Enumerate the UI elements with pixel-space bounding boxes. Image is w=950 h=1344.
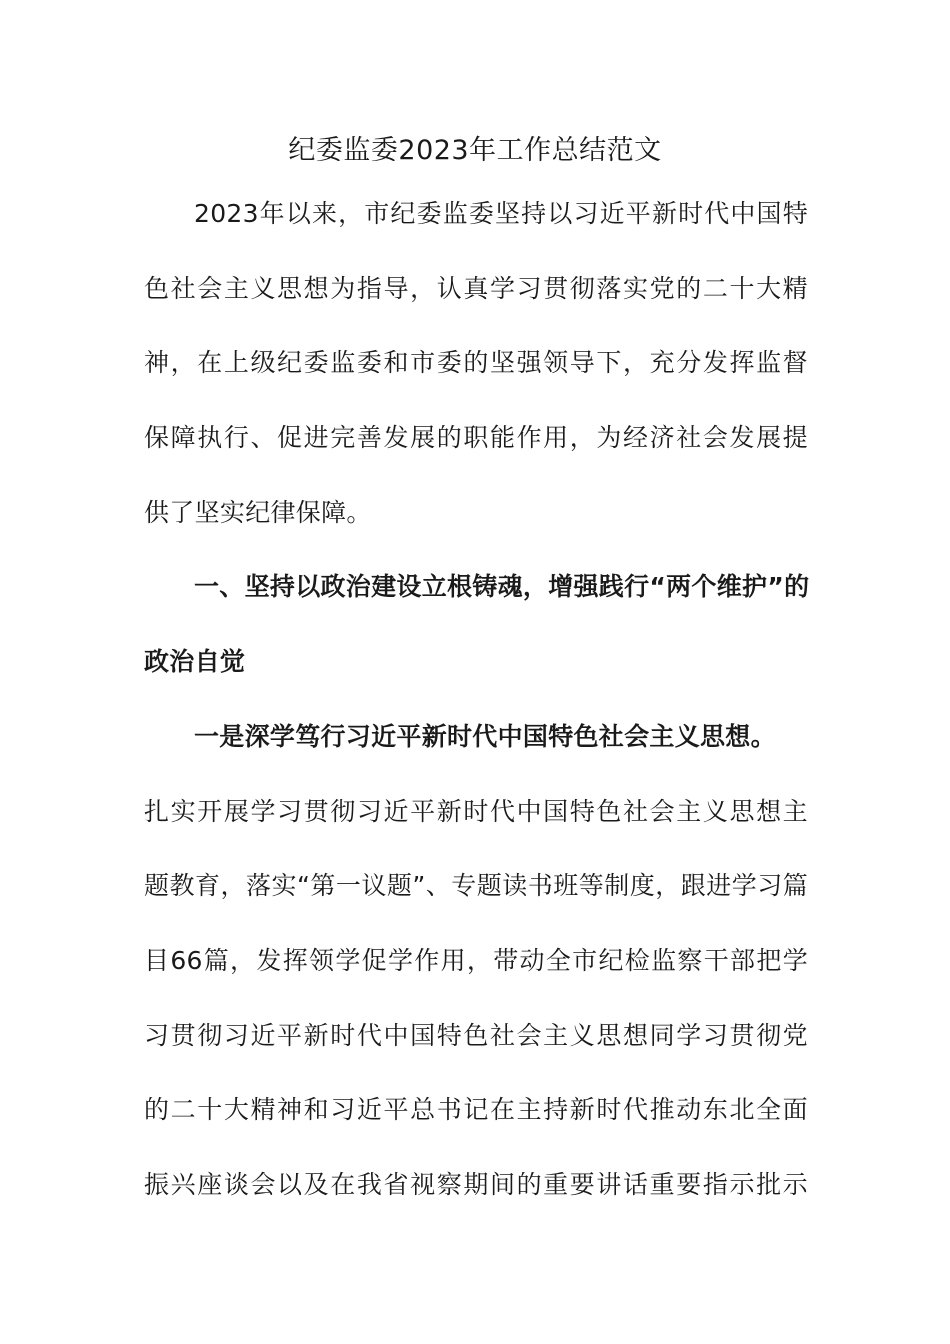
paragraph-1 <box>144 775 808 1223</box>
intro-line: 2023年以来，市纪委监委坚持以习近平新时代中国特 <box>194 199 808 228</box>
intro-line: 保障执行、促进完善发展的职能作用，为经济社会发展提 <box>144 423 808 453</box>
document-title: 纪委监委2023年工作总结范文 <box>288 135 662 166</box>
section-heading-line: 政治自觉 <box>144 647 246 677</box>
intro-line: 供了坚实纪律保障。 <box>144 497 372 527</box>
intro-line: 神，在上级纪委监委和市委的坚强领导下，充分发挥监督 <box>144 348 808 378</box>
intro-line: 色社会主义思想为指导，认真学习贯彻落实党的二十大精 <box>144 273 808 303</box>
document-body <box>144 177 808 1223</box>
section-heading-1 <box>144 550 808 699</box>
section-heading-line: 一、坚持以政治建设立根铸魂，增强践行“两个维护”的 <box>194 572 810 602</box>
paragraph-line: 习贯彻习近平新时代中国特色社会主义思想同学习贯彻党 <box>144 1020 808 1050</box>
intro-paragraph <box>144 177 808 550</box>
paragraph-line: 振兴座谈会以及在我省视察期间的重要讲话重要指示批示 <box>144 1169 808 1199</box>
paragraph-line: 题教育，落实“第一议题”、专题读书班等制度，跟进学习篇 <box>144 871 808 901</box>
subheading-1: 一是深学笃行习近平新时代中国特色社会主义思想。 <box>194 721 776 751</box>
paragraph-line: 扎实开展学习贯彻习近平新时代中国特色社会主义思想主 <box>144 796 808 826</box>
paragraph-line: 目66篇，发挥领学促学作用，带动全市纪检监察干部把学 <box>144 945 808 975</box>
paragraph-line: 的二十大精神和习近平总书记在主持新时代推动东北全面 <box>144 1095 808 1125</box>
